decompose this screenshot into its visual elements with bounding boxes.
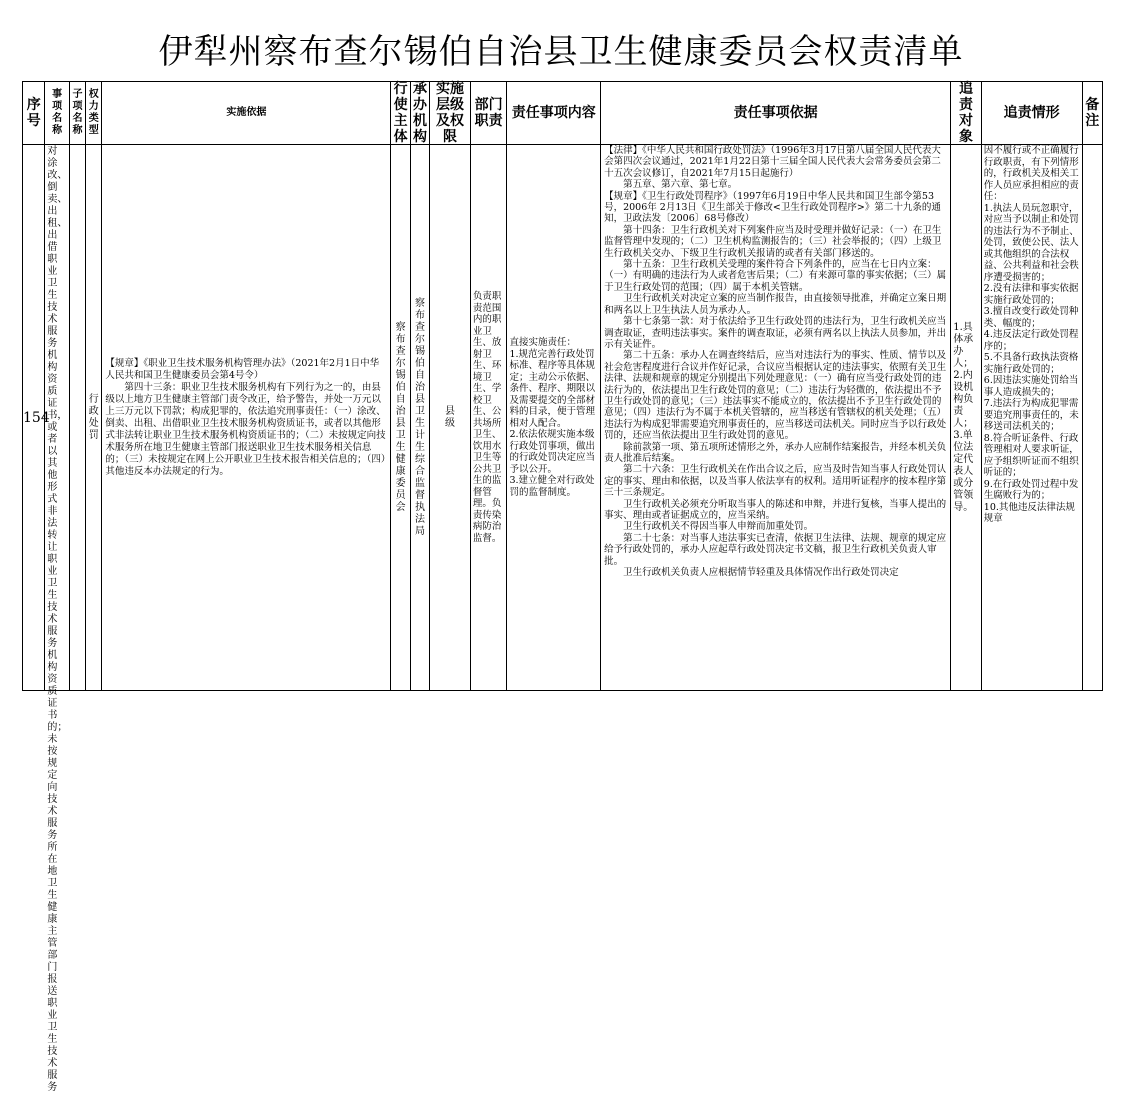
header-basis: 实施依据 bbox=[102, 82, 391, 145]
situation-line: 4.违反法定行政处罚程序的； bbox=[983, 329, 1079, 352]
situation-line: 因不履行或不正确履行行政职责，有下列情形的，行政机关及相关工作人员应承担相应的责任： bbox=[983, 145, 1079, 202]
resp-basis-paragraph: 第二十六条：卫生行政机关在作出合议之后，应当及时告知当事人行政处罚认定的事实、理由和依据，以及当事人依法享有的权利。适用听证程序的按本程序第三十三条规定。 bbox=[604, 464, 947, 499]
cell-resp-content bbox=[507, 145, 601, 691]
situation-line: 2.没有法律和事实依据实施行政处罚的； bbox=[983, 283, 1079, 306]
header-handler: 承办机构 bbox=[410, 82, 429, 145]
resp-basis-paragraph: 卫生行政机关对决定立案的应当制作报告，由直接领导批准，并确定立案日期和两名以上卫生执法人员为承办人。 bbox=[604, 293, 947, 316]
situation-line: 5.不具备行政执法资格实施行政处罚的； bbox=[983, 352, 1079, 375]
situation-line: 7.违法行为构成犯罪需要追究刑事责任的，未移送司法机关的； bbox=[983, 398, 1079, 432]
cell-seq: 154 bbox=[23, 145, 45, 691]
page-title: 伊犁州察布查尔锡伯自治县卫生健康委员会权责清单 bbox=[158, 32, 964, 72]
resp-content-line: 1.规范完善行政处罚标准、程序等具体规定；主动公示依据、条件、程序、期限以及需要提交的全部材料的目录，便于管理相对人配合。 bbox=[509, 348, 595, 429]
cell-item-name: 对涂改、倒卖、出租、出借职业卫生技术服务机构资质证书，或者以其他形式非法转让职业卫生技术服务机构资质证书的；未按规定向技术服务所在地卫生健康主管部门报送职业卫生技术服务 bbox=[45, 145, 69, 691]
cell-target: 1.具体承办人；2.内设机构负责人；3.单位法定代表人或分管领导。 bbox=[951, 145, 982, 691]
cell-level: 县级 bbox=[430, 145, 471, 691]
header-level: 实施层级及权限 bbox=[430, 82, 471, 145]
situation-line: 9.在行政处罚过程中发生腐败行为的； bbox=[983, 478, 1079, 501]
responsibility-table bbox=[22, 81, 1103, 1093]
resp-basis-paragraph: 【规章】《卫生行政处罚程序》（1997年6月19日中华人民共和国卫生部令第53号，2006年 2月13日《卫生部关于修改<卫生行政处罚程序>》第二十九条的通知，卫政法发〔2006〕68号修改） bbox=[604, 190, 941, 225]
cell-subject: 察布查尔锡伯自治县卫生健康委员会 bbox=[391, 145, 410, 691]
cell-basis bbox=[102, 145, 391, 691]
situation-line: 1.执法人员玩忽职守，对应当予以制止和处罚的违法行为不予制止、处罚，致使公民、法人或其他组织的合法权益、公共利益和社会秩序遭受损害的； bbox=[983, 202, 1079, 283]
cell-dept-duty: 负责职责范围内的职业卫生、放射卫生、环境卫生、学校卫生、公共场所卫生、饮用水卫生等公共卫生的监督管理。负责传染病防治监督。 bbox=[470, 145, 507, 691]
basis-source: 【规章】《职业卫生技术服务机构管理办法》（2021年2月1日中华人民共和国卫生健康委员会第4号令） bbox=[105, 357, 380, 381]
situation-line: 3.擅自改变行政处罚种类、幅度的； bbox=[983, 306, 1079, 329]
situation-line: 8.符合听证条件、行政管理相对人要求听证，应予组织听证而不组织听证的； bbox=[983, 432, 1079, 478]
basis-article: 第四十三条：职业卫生技术服务机构有下列行为之一的，由县级以上地方卫生健康主管部门责令改正，给予警告，并处一万元以上三万元以下罚款；构成犯罪的，依法追究刑事责任：（一）涂改、倒卖、出租、出借职业卫生技术服务机构资质证书，或者以其他形式非法转让职业卫生技术服务机构资质证书的；（二）未按规定向技术服务所在地卫生健康主管部门报送职业卫生技术服务相关信息的；（三）未按规定在网上公开职业卫生技术报告相关信息的；（四）其他违反本办法规定的行为。 bbox=[105, 381, 386, 477]
resp-basis-paragraph: 第十四条：卫生行政机关对下列案件应当及时受理并做好记录：（一）在卫生监督管理中发现的；（二）卫生机构监测报告的；（三）社会举报的；（四）上级卫生行政机关交办、下级卫生行政机关报请的或者有关部门移送的。 bbox=[604, 224, 942, 259]
header-sub-item: 子项名称 bbox=[69, 82, 85, 145]
header-power-type: 权力类型 bbox=[86, 82, 102, 145]
resp-content-line: 直接实施责任： bbox=[509, 337, 576, 348]
resp-basis-paragraph: 卫生行政机关必须充分听取当事人的陈述和申辩，并进行复核，当事人提出的事实、理由或者证据成立的，应当采纳。 bbox=[604, 498, 947, 521]
cell-remark bbox=[1082, 145, 1102, 691]
resp-basis-paragraph: 第十七条第一款：对于依法给予卫生行政处罚的违法行为，卫生行政机关应当调查取证，查明违法事实。案件的调查取证，必须有两名以上执法人员参加，并出示有关证件。 bbox=[604, 316, 947, 350]
header-row bbox=[23, 82, 1103, 145]
resp-basis-paragraph: 卫生行政机关负责人应根据情节轻重及具体情况作出行政处罚决定 bbox=[623, 567, 899, 579]
resp-basis-paragraph: 第二十七条：对当事人违法事实已查清，依据卫生法律、法规、规章的规定应给予行政处罚的，承办人应起草行政处罚决定书文稿，报卫生行政机关负责人审批。 bbox=[604, 532, 947, 567]
header-resp-basis: 责任事项依据 bbox=[601, 82, 951, 145]
resp-basis-paragraph: 第五章、第六章、第七章。 bbox=[623, 179, 738, 191]
header-target: 追责对象 bbox=[951, 82, 982, 145]
resp-basis-paragraph: 卫生行政机关不得因当事人申辩而加重处罚。 bbox=[623, 521, 814, 533]
resp-basis-paragraph: 第十五条：卫生行政机关受理的案件符合下列条件的，应当在七日内立案：（一）有明确的违法行为人或者危害后果；（二）有来源可靠的事实依据；（三）属于卫生行政处罚的范围；（四）属于本机关管辖。 bbox=[604, 259, 947, 293]
resp-content-line: 3.建立健全对行政处罚的监督制度。 bbox=[509, 475, 595, 498]
cell-handler: 察布查尔锡伯自治县卫生计生综合监督执法局 bbox=[410, 145, 429, 691]
resp-basis-paragraph: 第二十五条：承办人在调查终结后，应当对违法行为的事实、性质、情节以及社会危害程度进行合议并作好记录，合议应当根据认定的违法事实，依照有关卫生法律、法规和规章的规定分别提出下列处理意见：（一）确有应当受行政处罚的违法行为的，依法提出卫生行政处罚的意见；（二）违法行为轻微的，依法提出不予卫生行政处罚的意见；（三）违法事实不能成立的，依法提出不予卫生行政处罚的意见；（四）违法行为不属于本机关管辖的，应当移送有管辖权的机关处理；（五）违法行为构成犯罪需要追究刑事责任的，应当移送司法机关。同时应当予以行政处罚的，还应当依法提出卫生行政处罚的意见。 bbox=[604, 350, 947, 442]
header-situation: 追责情形 bbox=[981, 82, 1082, 145]
cell-sub-item bbox=[69, 145, 85, 691]
header-resp-content: 责任事项内容 bbox=[507, 82, 601, 145]
resp-content-line: 2.依法依规实施本级行政处罚事项，做出的行政处罚决定应当予以公开。 bbox=[509, 429, 595, 475]
header-item-name: 事项名称 bbox=[45, 82, 69, 145]
cell-resp-basis bbox=[601, 145, 951, 691]
resp-basis-paragraph: 【法律】《中华人民共和国行政处罚法》（1996年3月17日第八届全国人民代表大会第四次会议通过，2021年1月22日第十三届全国人民代表大会常务委员会第二十五次会议修订，自2021年7月15日起施行） bbox=[604, 145, 941, 179]
header-subject: 行使主体 bbox=[391, 82, 410, 145]
table-row bbox=[23, 145, 1103, 691]
header-dept-duty: 部门职责 bbox=[470, 82, 507, 145]
cell-power-type: 行政处罚 bbox=[86, 145, 102, 691]
resp-basis-paragraph: 除前款第一项、第五项所述情形之外，承办人应制作结案报告，并经本机关负责人批准后结案。 bbox=[604, 441, 947, 464]
cell-situation bbox=[981, 145, 1082, 691]
header-remark: 备注 bbox=[1082, 82, 1102, 145]
situation-line: 6.因违法实施处罚给当事人造成损失的； bbox=[983, 375, 1079, 398]
situation-line: 10.其他违反法律法规规章 bbox=[983, 501, 1075, 524]
header-seq: 序号 bbox=[23, 82, 45, 145]
